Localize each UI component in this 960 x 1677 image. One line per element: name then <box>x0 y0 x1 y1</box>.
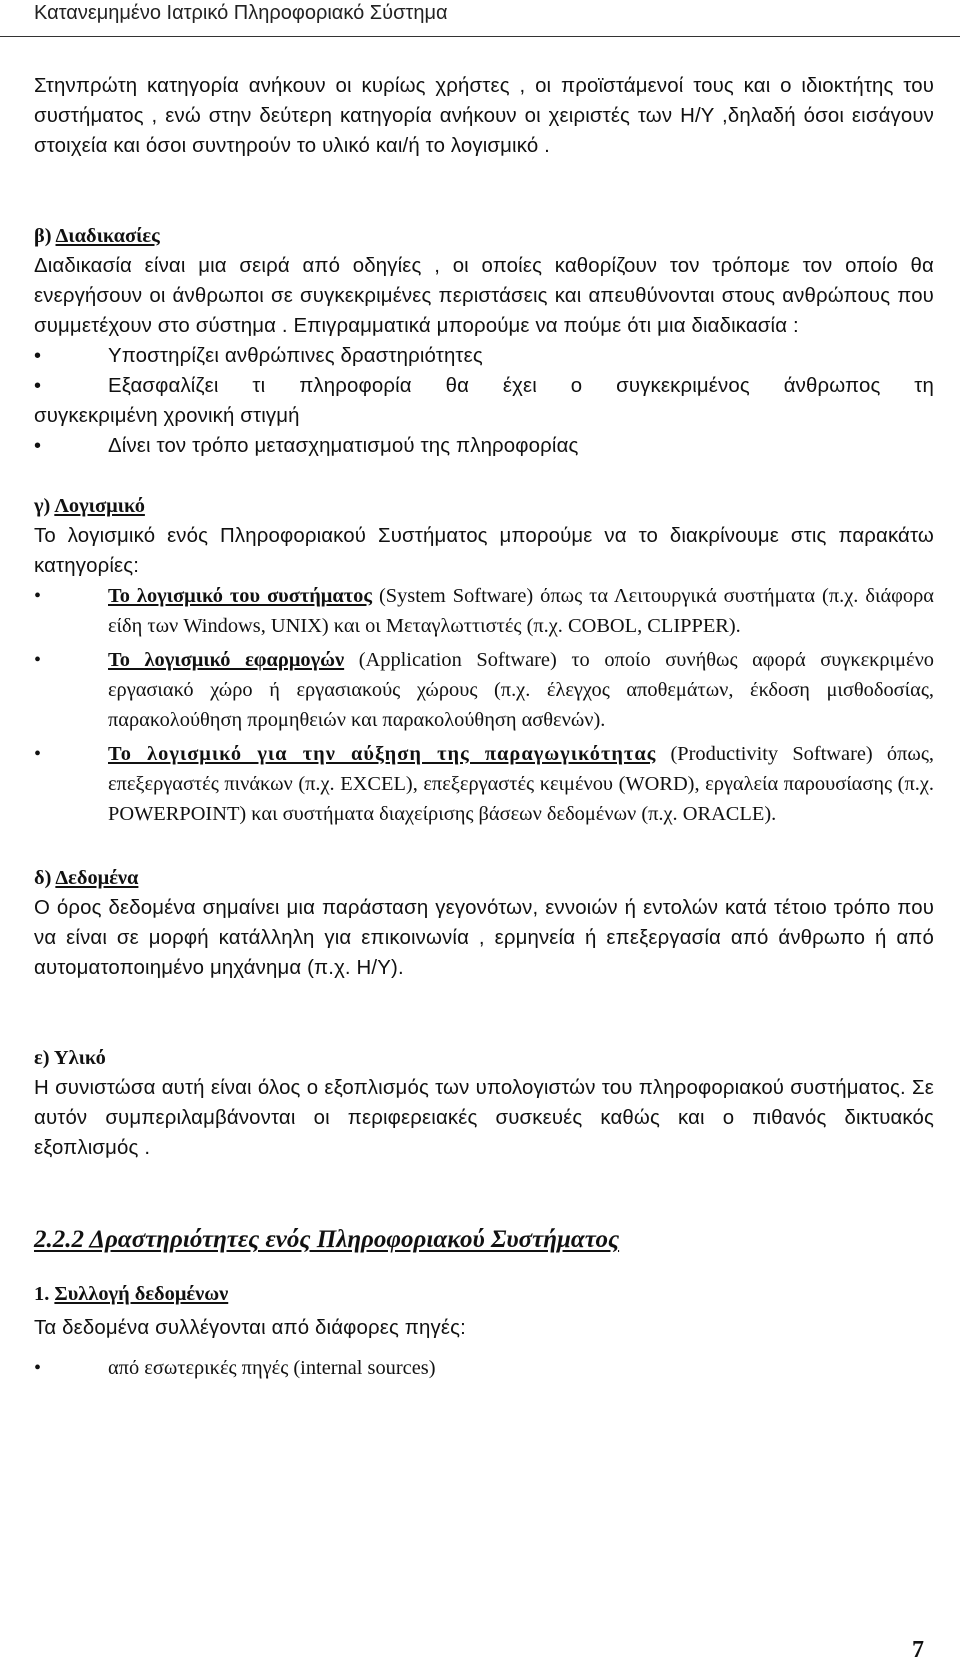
header-divider <box>0 36 960 37</box>
list-item <box>34 431 934 461</box>
hardware-heading: ε) Υλικό <box>34 1047 106 1069</box>
software-category-name: Το λογισμικό εφαρμογών <box>108 649 345 671</box>
subsection-name: Συλλογή δεδομένων <box>54 1283 229 1305</box>
list-item <box>34 341 934 371</box>
running-header: Κατανεμημένο Ιατρικό Πληροφοριακό Σύστημα <box>34 2 448 24</box>
list-item-text: από εσωτερικές πηγές (internal sources) <box>108 1357 436 1379</box>
procedures-paragraph: Διαδικασία είναι μια σειρά από οδηγίες , οι οποίες καθορίζουν τον τρόπομε τον οποίο θα ενεργήσουν οι άνθρωποι σε συγκεκριμένες περιστάσεις και απευθύνονται στους ανθρώπους που συμμετέχουν στο σύστημα . Επιγραμματικά μπορούμε να πούμε ότι μια διαδικασία : <box>34 255 934 337</box>
software-category-name: Το λογισμικό για την αύξηση της παραγωγικότητας <box>108 743 657 765</box>
bullet-icon: • <box>34 1357 42 1379</box>
data-heading-title: Δεδομένα <box>55 867 139 889</box>
data-heading-prefix: δ) <box>34 867 56 889</box>
list-item <box>34 1353 934 1383</box>
bullet-icon: • <box>34 435 42 457</box>
data-heading <box>34 863 934 893</box>
list-item <box>34 645 934 735</box>
software-heading-title: Λογισμικό <box>54 495 145 517</box>
software-category-text: (System Software) όπως τα Λειτουργικά συστήματα (π.χ. διάφορα είδη των Windows, UNIX) και οι Μεταγλωττιστές (π.χ. COBOL, CLIPPER). <box>108 585 934 637</box>
procedures-heading-prefix: β) <box>34 225 56 247</box>
spacer <box>34 1163 934 1225</box>
software-heading-prefix: γ) <box>34 495 55 517</box>
intro-paragraph: Στηνπρώτη κατηγορία ανήκουν οι κυρίως χρήστες , οι προϊστάμενοί τους και ο ιδιοκτήτης του συστήματος , ενώ στην δεύτερη κατηγορία ανήκουν οι χειριστές των Η/Υ ,δηλαδή όσοι εισάγουν στοιχεία και όσοι συντηρούν το υλικό και/ή το λογισμικό . <box>34 75 934 157</box>
list-item-continuation <box>34 401 934 431</box>
bullet-icon: • <box>34 585 42 607</box>
list-item <box>34 739 934 829</box>
software-heading <box>34 491 934 521</box>
list-item-text: Εξασφαλίζει τι πληροφορία θα έχει ο συγκεκριμένος άνθρωπος τη <box>108 375 934 397</box>
software-category-text: (Productivity Software) όπως, επεξεργαστές πινάκων (π.χ. EXCEL), επεξεργαστές κειμένου (WORD), εργαλεία παρουσίασης (π.χ. POWERPOINT) και συστήματα διαχείρισης βάσεων δεδομένων (π.χ. ORACLE). <box>108 743 934 825</box>
hardware-paragraph: Η συνιστώσα αυτή είναι όλος ο εξοπλισμός των υπολογιστών του πληροφοριακού συστήματος. Σε αυτόν συμπεριλαμβάνονται οι περιφερειακές συσκευές καθώς και ο πιθανός δικτυακός εξοπλισμός . <box>34 1077 934 1159</box>
bullet-icon: • <box>34 743 42 765</box>
bullet-icon: • <box>34 345 42 367</box>
bullet-icon: • <box>34 375 42 397</box>
section-title: 2.2.2 Δραστηριότητες ενός Πληροφοριακού Συστήματος <box>34 1226 620 1253</box>
procedures-heading <box>34 221 934 251</box>
list-item-text: συγκεκριμένη χρονική στιγμή <box>34 405 300 427</box>
spacer <box>34 1255 934 1279</box>
list-item-text: Υποστηρίζει ανθρώπινες δραστηριότητες <box>108 345 483 367</box>
procedures-list <box>34 341 934 461</box>
software-category-name: Το λογισμικό του συστήματος <box>108 585 372 607</box>
bullet-icon: • <box>34 649 42 671</box>
spacer <box>34 1343 934 1353</box>
list-item <box>34 371 934 401</box>
page-number: 7 <box>912 1637 924 1663</box>
software-category-text: (Application Software) το οποίο συνήθως αφορά συγκεκριμένο εργασιακό χώρο ή εργασιακούς χώρους (π.χ. έλεγχος αποθεμάτων, έκδοση μισθοδοσίας, παρακολούθηση προμηθειών και παρακολούθηση ασθενών). <box>108 649 934 731</box>
subsection-title <box>34 1279 934 1309</box>
procedures-heading-title: Διαδικασίες <box>55 225 160 247</box>
data-paragraph: Ο όρος δεδομένα σημαίνει μια παράσταση γεγονότων, εννοιών ή εντολών κατά τέτοιο τρόπο που να είναι σε μορφή κατάλληλη για επικοινωνία , ερμηνεία ή επεξεργασία από άνθρωπο ή από αυτοματοποιημένο μηχάνημα (π.χ. Η/Υ). <box>34 897 934 979</box>
spacer <box>34 829 934 863</box>
spacer <box>34 983 934 1043</box>
sources-list <box>34 1353 934 1383</box>
spacer <box>34 461 934 491</box>
sources-paragraph: Τα δεδομένα συλλέγονται από διάφορες πηγές: <box>34 1317 466 1339</box>
spacer <box>34 161 934 221</box>
subsection-number: 1. <box>34 1283 55 1305</box>
software-list <box>34 581 934 829</box>
software-paragraph: Το λογισμικό ενός Πληροφοριακού Συστήματος μπορούμε να το διακρίνουμε στις παρακάτω κατηγορίες: <box>34 525 934 577</box>
document-body <box>34 71 934 1383</box>
list-item-text: Δίνει τον τρόπο μετασχηματισμού της πληροφορίας <box>108 435 579 457</box>
list-item <box>34 581 934 641</box>
